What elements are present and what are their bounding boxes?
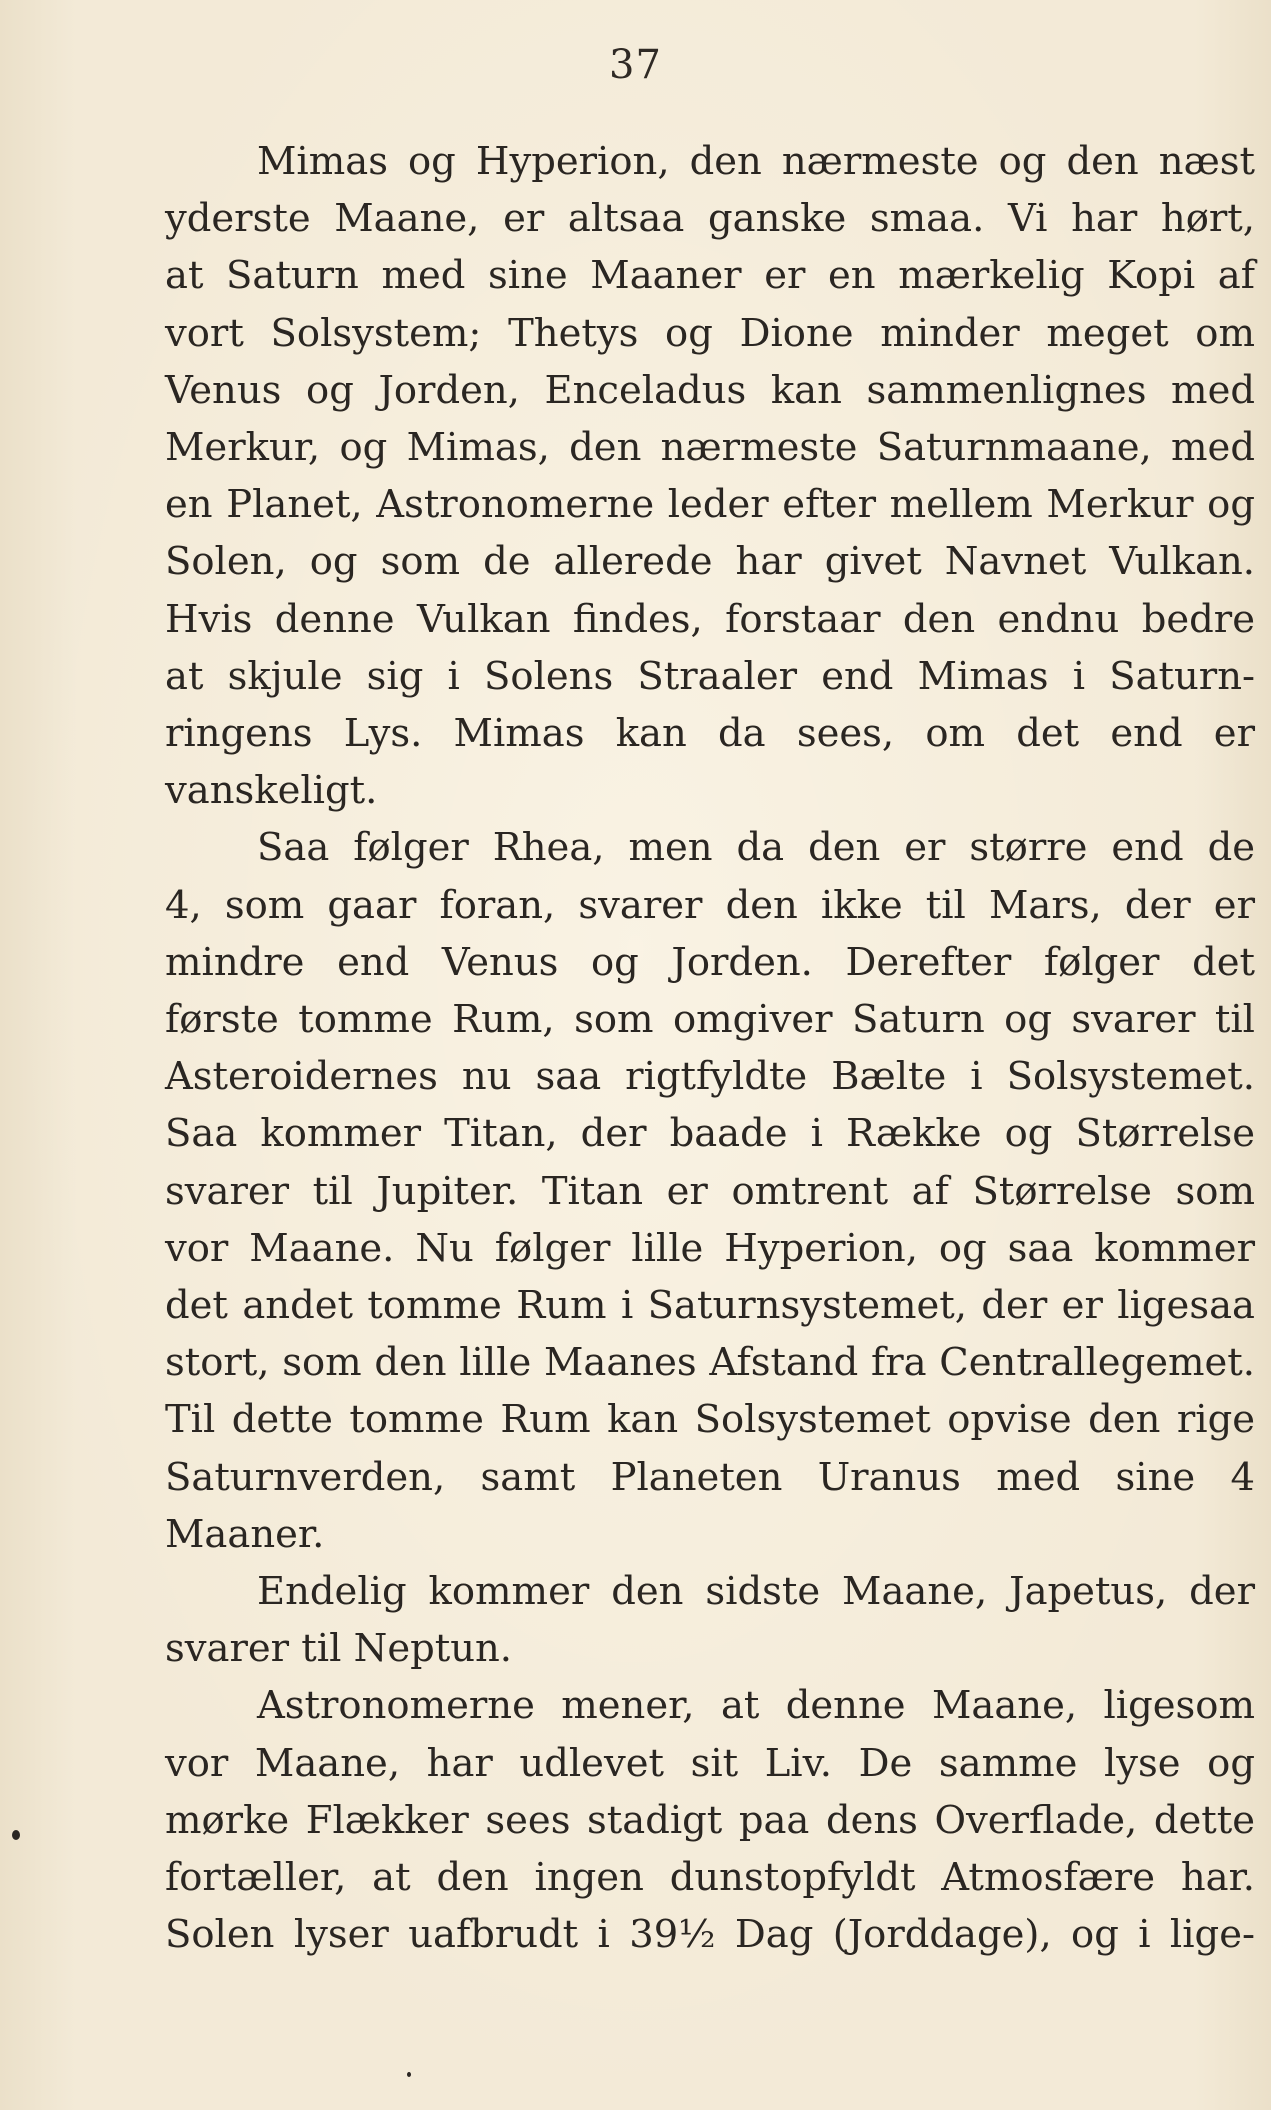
print-speck: [407, 2072, 411, 2077]
text-line: Endelig kommer den sidste Maane, Japetus, der: [257, 1569, 1255, 1615]
text-line: Solen lyser uafbrudt i 39½ Dag (Jorddage), og i lige-: [165, 1912, 1255, 1958]
text-line: Merkur, og Mimas, den nærmeste Saturnmaane, med: [165, 425, 1255, 471]
text-line: fortæller, at den ingen dunstopfyldt Atmosfære har.: [165, 1855, 1255, 1901]
paragraph-3: [165, 1563, 1255, 1677]
print-speck: [12, 1830, 20, 1840]
text-line: Saa følger Rhea, men da den er større end de: [257, 825, 1255, 871]
text-line: at skjule sig i Solens Straaler end Mimas i Saturn-: [165, 653, 1255, 699]
text-line: Hvis denne Vulkan findes, forstaar den endnu bedre: [165, 596, 1255, 642]
paragraph-1: [165, 133, 1255, 819]
text-line: ringens Lys. Mimas kan da sees, om det end er: [165, 711, 1255, 757]
paragraph-2: [165, 819, 1255, 1563]
text-line: Astronomerne mener, at denne Maane, ligesom: [257, 1683, 1255, 1729]
text-line: en Planet, Astronomerne leder efter mellem Merkur og: [165, 482, 1255, 528]
text-line: Maaner.: [165, 1511, 325, 1557]
text-line: svarer til Jupiter. Titan er omtrent af Størrelse som: [165, 1168, 1255, 1214]
paragraph-4: [165, 1677, 1255, 1963]
text-line: yderste Maane, er altsaa ganske smaa. Vi har hørt,: [165, 196, 1255, 242]
text-line: Asteroidernes nu saa rigtfyldte Bælte i Solsystemet.: [165, 1054, 1255, 1100]
text-line: vor Maane. Nu følger lille Hyperion, og saa kommer: [165, 1225, 1255, 1271]
text-line: vor Maane, har udlevet sit Liv. De samme lyse og: [165, 1740, 1255, 1786]
text-line: svarer til Neptun.: [165, 1626, 513, 1672]
page-number: 37: [609, 42, 662, 88]
text-line: 4, som gaar foran, svarer den ikke til Mars, der er: [165, 882, 1255, 928]
body-text: [165, 133, 1255, 1964]
text-line: at Saturn med sine Maaner er en mærkelig Kopi af: [165, 253, 1255, 299]
text-line: stort, som den lille Maanes Afstand fra Centrallegemet.: [165, 1340, 1255, 1386]
text-line: Saturnverden, samt Planeten Uranus med sine 4: [165, 1454, 1255, 1500]
text-line: Solen, og som de allerede har givet Navnet Vulkan.: [165, 539, 1255, 585]
text-line: Mimas og Hyperion, den nærmeste og den næst: [257, 139, 1255, 184]
text-line: mørke Flækker sees stadigt paa dens Overflade, dette: [165, 1797, 1255, 1843]
text-line: Venus og Jorden, Enceladus kan sammenlignes med: [165, 367, 1255, 413]
text-line: vanskeligt.: [165, 768, 378, 814]
text-line: det andet tomme Rum i Saturnsystemet, der er ligesaa: [165, 1283, 1255, 1329]
text-line: Saa kommer Titan, der baade i Række og Størrelse: [165, 1111, 1255, 1157]
text-line: mindre end Venus og Jorden. Derefter følger det: [165, 939, 1255, 985]
text-line: vort Solsystem; Thetys og Dione minder meget om: [165, 310, 1255, 356]
text-line: første tomme Rum, som omgiver Saturn og svarer til: [165, 997, 1255, 1043]
text-line: Til dette tomme Rum kan Solsystemet opvise den rige: [165, 1397, 1255, 1443]
